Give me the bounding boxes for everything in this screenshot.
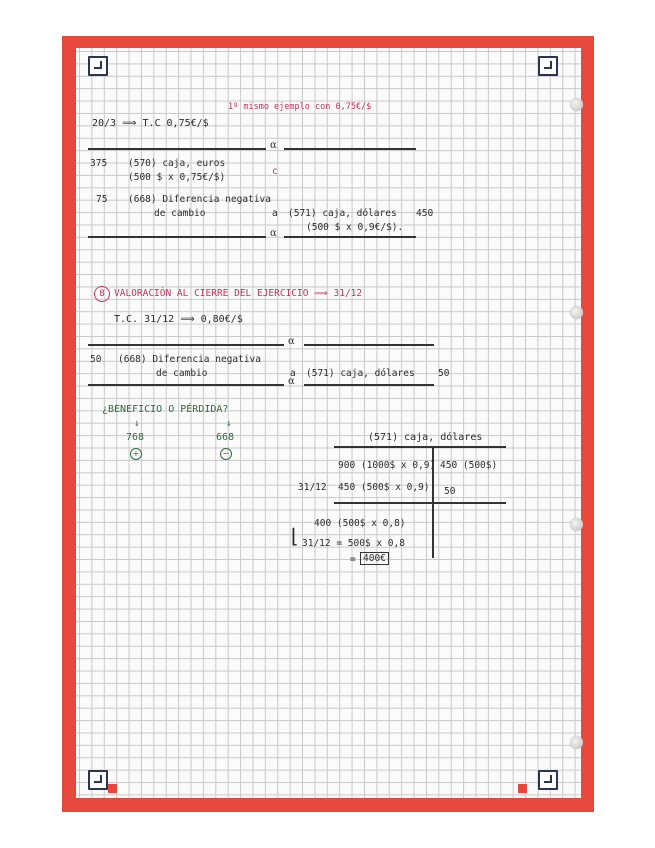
corner-logo-icon xyxy=(538,56,558,76)
section-number-badge xyxy=(94,286,110,302)
profit-or-loss-question: ¿BENEFICIO O PÉRDIDA? xyxy=(102,404,229,415)
entry1-line1-calc: (500 $ x 0,75€/$) xyxy=(128,172,226,183)
entry2-debit-account: (668) Diferencia negativa xyxy=(118,354,261,365)
alpha-symbol: α xyxy=(288,336,295,347)
entry1-credit-account: (571) caja, dólares xyxy=(288,208,397,219)
section-rate: T.C. 31/12 ⟹ 0,80€/$ xyxy=(114,314,243,325)
binder-hole xyxy=(570,736,583,749)
alpha-symbol: α xyxy=(270,228,277,239)
entry1-line2-amount: 75 xyxy=(96,194,108,205)
notebook-sheet xyxy=(62,36,594,812)
red-square-mark xyxy=(108,784,117,793)
entry1-a-word: a xyxy=(272,208,278,219)
entry2-debit-account2: de cambio xyxy=(156,368,208,379)
red-square-mark xyxy=(518,784,527,793)
entry1-line2-account: (668) Diferencia negativa xyxy=(128,194,271,205)
header-note: 1º mismo ejemplo con 0,75€/$ xyxy=(228,102,372,112)
t-account-result3-eq: = xyxy=(350,554,356,565)
entry1-bottom-rule-left xyxy=(88,236,266,238)
entry1-top-rule-left xyxy=(88,148,266,150)
corner-logo-icon xyxy=(538,770,558,790)
t-account-result1: 400 (500$ x 0,8) xyxy=(314,518,406,529)
entry2-credit-amount: 50 xyxy=(438,368,450,379)
binder-hole xyxy=(570,518,583,531)
entry1-credit-amount: 450 xyxy=(416,208,434,219)
entry2-top-rule-right xyxy=(304,344,434,346)
entry2-bottom-rule-right xyxy=(304,384,434,386)
t-account-debit2-date: 31/12 xyxy=(298,482,327,493)
left-arrow: ↓ xyxy=(134,418,140,429)
entry2-debit-amount: 50 xyxy=(90,354,102,365)
corner-logo-icon xyxy=(88,56,108,76)
plus-sign: + xyxy=(132,449,140,458)
entry2-credit-account: (571) caja, dólares xyxy=(306,368,415,379)
right-arrow: ↓ xyxy=(226,418,232,429)
entry1-top-rule-right xyxy=(284,148,416,150)
alpha-symbol: α xyxy=(270,140,277,151)
entry1-line1-amount: 375 xyxy=(90,158,108,169)
entry1-line1-account: (570) caja, euros xyxy=(128,158,226,169)
grid-paper xyxy=(76,48,581,798)
t-account-result3: 400€ xyxy=(360,552,389,565)
t-account-debit2: 450 (500$ x 0,9) xyxy=(338,482,430,493)
t-account-debit1: 900 (1000$ x 0,9) xyxy=(338,460,436,471)
entry2-a-word: a xyxy=(290,368,296,379)
t-account-top-rule xyxy=(334,446,506,448)
t-account-title: (571) caja, dólares xyxy=(368,432,483,443)
income-code: 768 xyxy=(126,432,145,443)
bracket-icon: ⌊ xyxy=(288,524,301,548)
binder-hole xyxy=(570,306,583,319)
entry2-top-rule-left xyxy=(88,344,284,346)
section-title: VALORACIÓN AL CIERRE DEL EJERCICIO ⟹ 31/12 xyxy=(114,288,363,299)
expense-code: 668 xyxy=(216,432,235,443)
t-account-result2: 31/12 = 500$ x 0,8 xyxy=(302,538,405,549)
section-number: 8 xyxy=(99,289,105,299)
t-account-credit2: 50 xyxy=(444,486,456,497)
entry1-line1-marker: c xyxy=(272,166,278,177)
corner-logo-icon xyxy=(88,770,108,790)
t-account-total-rule xyxy=(334,502,506,504)
alpha-symbol: α xyxy=(288,376,295,387)
minus-sign: − xyxy=(222,449,230,458)
entry1-bottom-rule-right xyxy=(284,236,416,238)
entry1-credit-calc: (500 $ x 0,9€/$). xyxy=(306,222,404,233)
entry1-date-rate: 20/3 ⟹ T.C 0,75€/$ xyxy=(92,118,209,129)
entry1-line2-account2: de cambio xyxy=(154,208,206,219)
t-account-credit1: 450 (500$) xyxy=(440,460,498,471)
minus-sign-icon xyxy=(220,448,232,460)
entry2-bottom-rule-left xyxy=(88,384,284,386)
plus-sign-icon xyxy=(130,448,142,460)
binder-hole xyxy=(570,98,583,111)
